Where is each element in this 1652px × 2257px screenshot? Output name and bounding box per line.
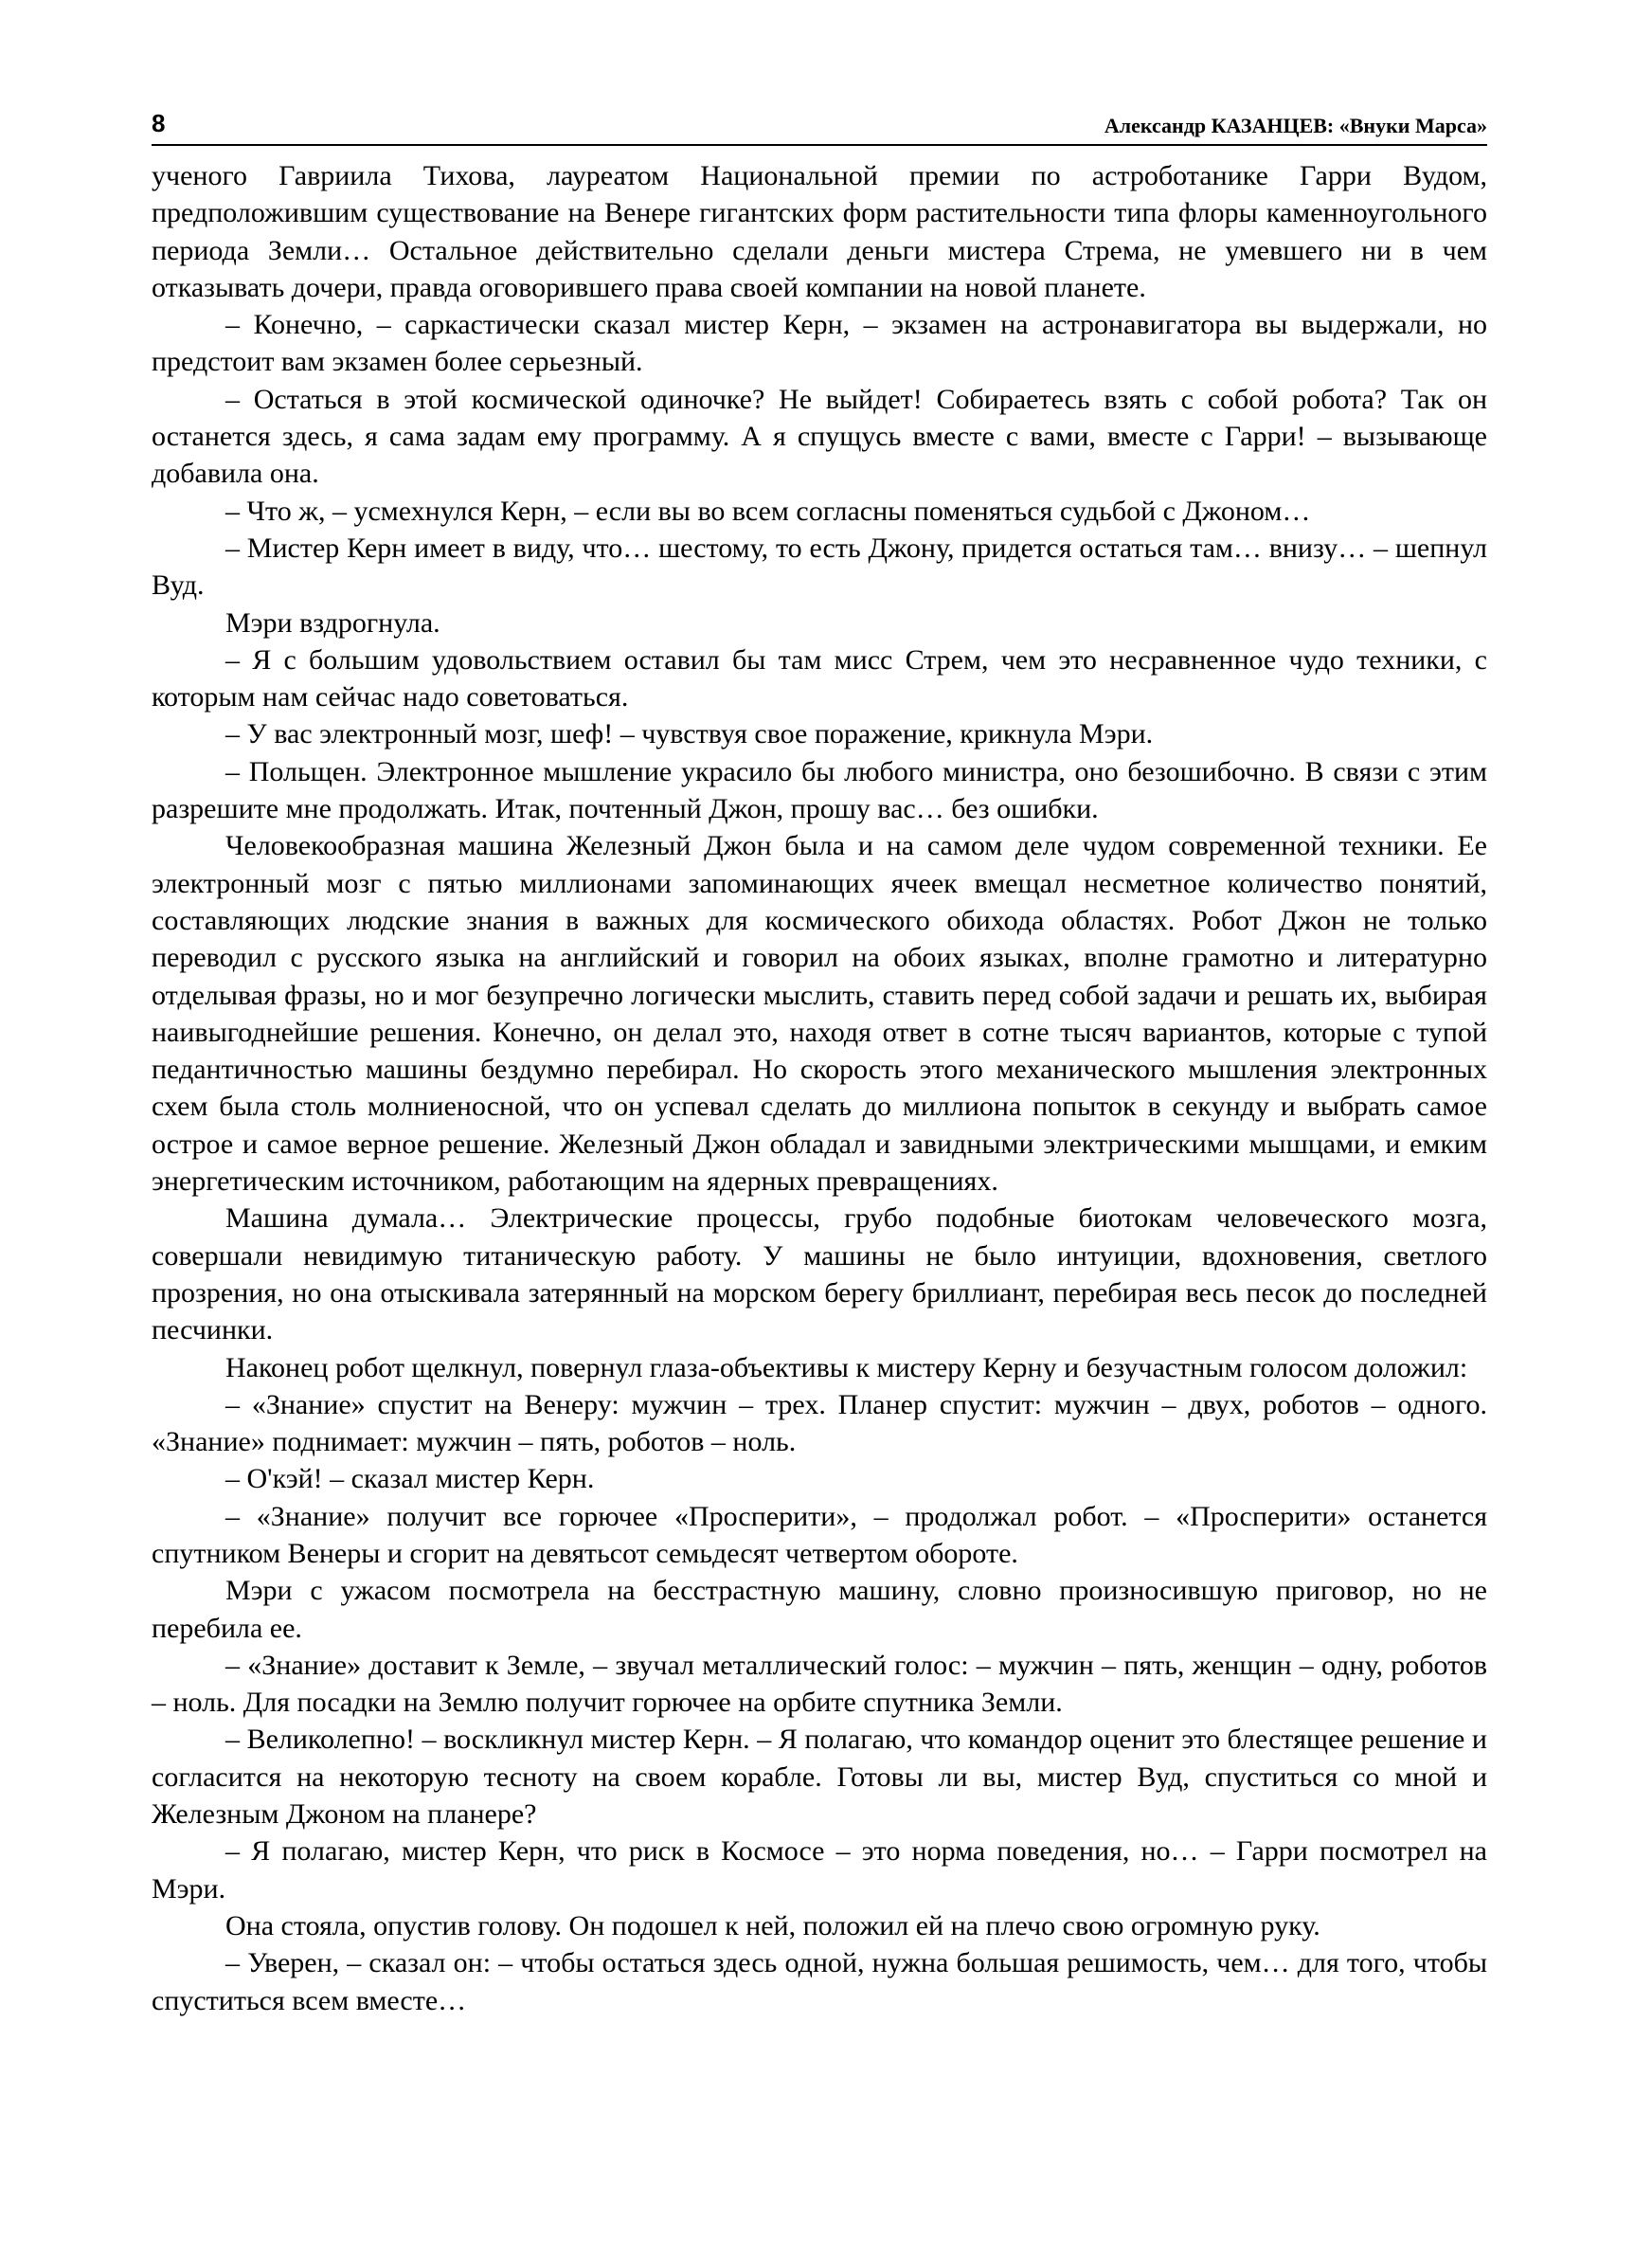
paragraph: – Я с большим удовольствием оставил бы там мисс Стрем, чем это несравненное чудо техники, с которым нам сейчас надо советоваться. <box>152 643 1487 713</box>
paragraph: – Польщен. Электронное мышление украсило бы любого министра, оно безошибочно. В связи с этим разрешите мне продолжать. Итак, почтенный Джон, прошу вас… без ошибки. <box>152 755 1487 825</box>
running-header-title: Александр КАЗАНЦЕВ: «Внуки Марса» <box>1104 114 1487 137</box>
paragraph: – Великолепно! – воскликнул мистер Керн. – Я полагаю, что командор оценит это блестящее решение и согласится на некоторую тесноту на своем корабле. Готовы ли вы, мистер Вуд, спуститься со мной и Железным Джоном на планере? <box>152 1724 1487 1831</box>
paragraph: – Что ж, – усмехнулся Керн, – если вы во всем согласны поменяться судьбой с Джоном… <box>225 495 1311 527</box>
paragraph: Человекообразная машина Железный Джон была и на самом деле чудом современной техники. Ее электронный мозг с пятью миллионами запоминающих ячеек вмещал несметное количество понятий, составляющих людские знания в важных для космического обихода областях. Робот Джон не только переводил с русского языка на английский и говорил на обоих языках, вполне грамотно и литературно отделывая фразы, но и мог безупречно логически мыслить, ставить перед собой задачи и решать их, выбирая наивыгоднейшие решения. Конечно, он делал это, находя ответ в сотне тысяч вариантов, которые с тупой педантичностью машины бездумно перебирал. Но скорость этого механического мышления электронных схем была столь молниеносной, что он успевал сделать до миллиона попыток в секунду и выбрать самое острое и самое верное решение. Железный Джон обладал и завидными электрическими мышцами, и емким энергетическим источником, работающим на ядерных превращениях. <box>152 830 1487 1198</box>
book-page <box>152 106 1487 2019</box>
paragraph: ученого Гавриила Тихова, лауреатом Национальной премии по астроботанике Гарри Вудом, предположившим существование на Венере гигантских форм растительности типа флоры каменноугольного периода Земли… Остальное действительно сделали деньги мистера Стрема, не умевшего ни в чем отказывать дочери, правда оговорившего права своей компании на новой планете. <box>152 160 1487 303</box>
paragraph: Она стояла, опустив голову. Он подошел к ней, положил ей на плечо свою огромную руку. <box>225 1909 1320 1941</box>
paragraph: – Я полагаю, мистер Керн, что риск в Космосе – это норма поведения, но… – Гарри посмотрел на Мэри. <box>152 1835 1487 1905</box>
paragraph: – Конечно, – саркастически сказал мистер Керн, – экзамен на астронавигатора вы выдержали, но предстоит вам экзамен более серьезный. <box>152 309 1487 378</box>
paragraph: – Остаться в этой космической одиночке? Не выйдет! Собираетесь взять с собой робота? Так он останется здесь, я сама задам ему программу. А я спущусь вместе с вами, вместе с Гарри! – вызывающе добавила она. <box>152 383 1487 490</box>
paragraph: Машина думала… Электрические процессы, грубо подобные биотокам человеческого мозга, совершали невидимую титаническую работу. У машины не было интуиции, вдохновения, светлого прозрения, но она отыскивала затерянный на морском берегу бриллиант, перебирая весь песок до последней песчинки. <box>152 1202 1487 1346</box>
page-number: 8 <box>152 109 166 137</box>
paragraph: – «Знание» спустит на Венеру: мужчин – трех. Планер спустит: мужчин – двух, роботов – одного. «Знание» поднимает: мужчин – пять, роботов – ноль. <box>152 1388 1487 1458</box>
paragraph: – У вас электронный мозг, шеф! – чувствуя свое поражение, крикнула Мэри. <box>225 718 1154 750</box>
paragraph: – Мистер Керн имеет в виду, что… шестому, то есть Джону, придется остаться там… внизу… – шепнул Вуд. <box>152 532 1487 602</box>
paragraph: Мэри с ужасом посмотрела на бесстрастную машину, словно произносившую приговор, но не перебила ее. <box>152 1575 1487 1644</box>
paragraph: Наконец робот щелкнул, повернул глаза-объективы к мистеру Керну и безучастным голосом доложил: <box>225 1351 1468 1383</box>
paragraph: – «Знание» получит все горючее «Просперити», – продолжал робот. – «Просперити» останется спутником Венеры и сгорит на девятьсот семьдесят четвертом обороте. <box>152 1500 1487 1569</box>
paragraph: – Уверен, – сказал он: – чтобы остаться здесь одной, нужна большая решимость, чем… для того, чтобы спуститься всем вместе… <box>152 1947 1487 2016</box>
paragraph: Мэри вздрогнула. <box>225 606 440 639</box>
paragraph: – «Знание» доставит к Земле, – звучал металлический голос: – мужчин – пять, женщин – одну, роботов – ноль. Для посадки на Землю получит горючее на орбите спутника Земли. <box>152 1649 1487 1719</box>
running-header <box>152 106 1487 146</box>
paragraph: – О'кэй! – сказал мистер Керн. <box>225 1463 595 1495</box>
body-text <box>152 157 1487 2019</box>
